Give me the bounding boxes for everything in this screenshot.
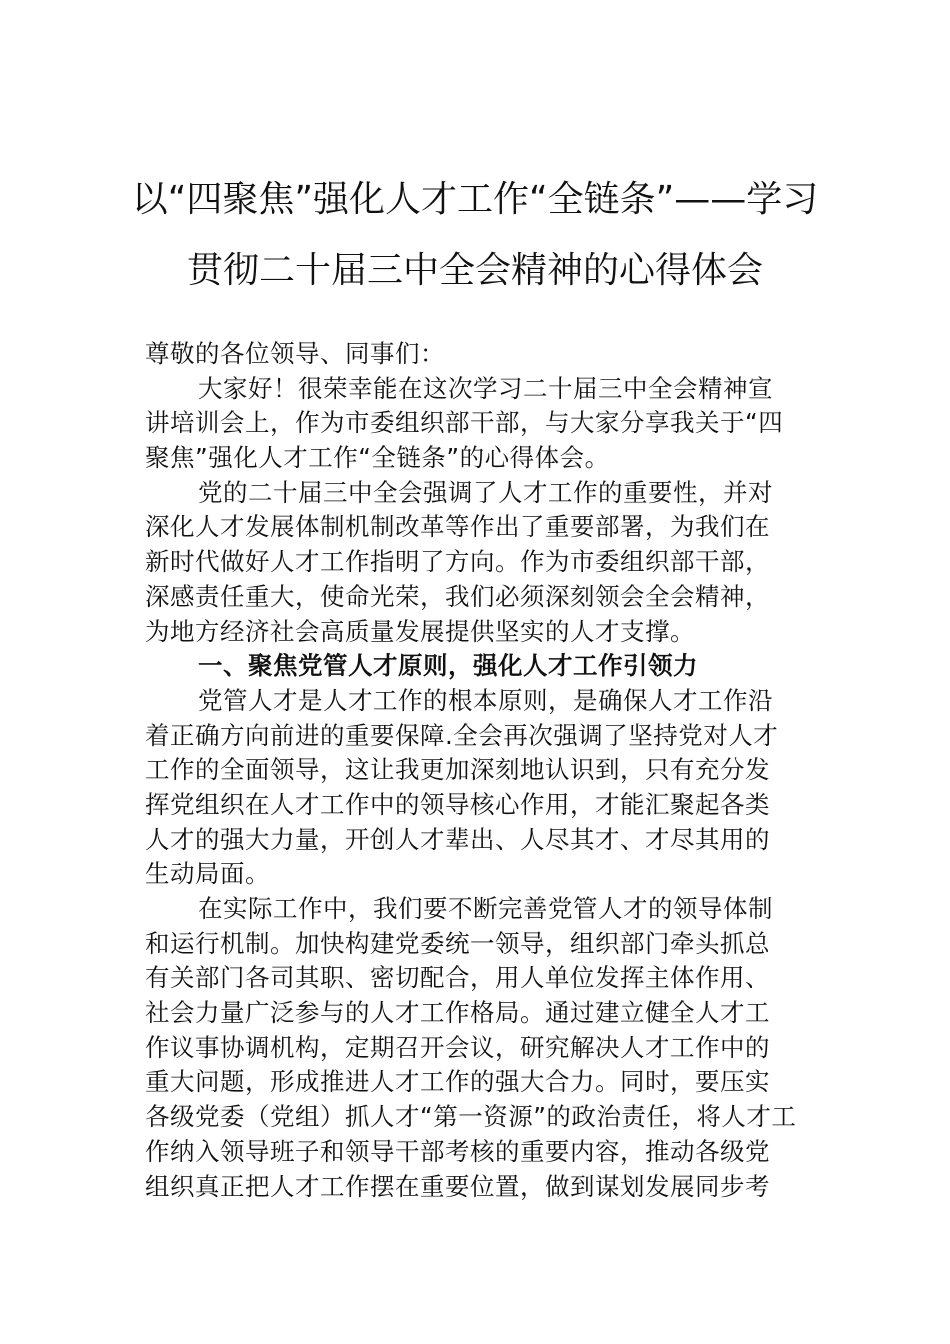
paragraph-2-line: 深感责任重大，使命光荣，我们必须深刻领会全会精神， [145,581,770,611]
paragraph-4-line: 重大问题，形成推进人才工作的强大合力。同时，要压实 [145,1067,770,1097]
paragraph-2-line: 为地方经济社会高质量发展提供坚实的人才支撑。 [145,616,695,646]
paragraph-1-line: 讲培训会上，作为市委组织部干部，与大家分享我关于“四 [145,408,784,438]
paragraph-2-line: 党的二十届三中全会强调了人才工作的重要性，并对 [198,477,773,507]
paragraph-4-line: 组织真正把人才工作摆在重要位置，做到谋划发展同步考 [145,1171,770,1201]
paragraph-3-line: 生动局面。 [145,859,270,889]
document-title-line-2: 贯彻二十届三中全会精神的心得体会 [186,250,763,291]
paragraph-2-line: 新时代做好人才工作指明了方向。作为市委组织部干部， [145,547,770,577]
paragraph-4-line: 各级党委（党组）抓人才“第一资源”的政治责任，将人才工 [145,1102,797,1132]
salutation: 尊敬的各位领导、同事们： [145,339,445,368]
paragraph-4-line: 社会力量广泛参与的人才工作格局。通过建立健全人才工 [145,998,770,1028]
paragraph-3-line: 着正确方向前进的重要保障.全会再次强调了坚持党对人才 [145,720,779,750]
paragraph-1-line: 聚焦”强化人才工作“全链条”的心得体会。 [145,443,610,473]
section-heading-1: 一、聚焦党管人才原则，强化人才工作引领力 [198,651,698,681]
paragraph-4-line: 作纳入领导班子和领导干部考核的重要内容，推动各级党 [145,1136,770,1166]
paragraph-4-line: 在实际工作中，我们要不断完善党管人才的领导体制 [198,894,773,923]
paragraph-4-line: 有关部门各司其职、密切配合，用人单位发挥主体作用、 [145,963,770,993]
document-body [145,337,825,1204]
document-title-line-1: 以“四聚焦”强化人才工作“全链条”——学习 [131,179,819,220]
paragraph-4-line: 和运行机制。加快构建党委统一领导，组织部门牵头抓总 [145,928,770,958]
paragraph-3-line: 挥党组织在人才工作中的领导核心作用，才能汇聚起各类 [145,789,770,819]
paragraph-1-line: 大家好！很荣幸能在这次学习二十届三中全会精神宣 [198,373,773,403]
paragraph-3-line: 党管人才是人才工作的根本原则，是确保人才工作沿 [198,685,773,715]
paragraph-4-line: 作议事协调机构，定期召开会议，研究解决人才工作中的 [145,1032,770,1062]
paragraph-3-line: 工作的全面领导，这让我更加深刻地认识到，只有充分发 [145,755,770,785]
paragraph-2-line: 深化人才发展体制机制改革等作出了重要部署，为我们在 [145,512,770,542]
paragraph-3-line: 人才的强大力量，开创人才辈出、人尽其才、才尽其用的 [145,824,770,854]
